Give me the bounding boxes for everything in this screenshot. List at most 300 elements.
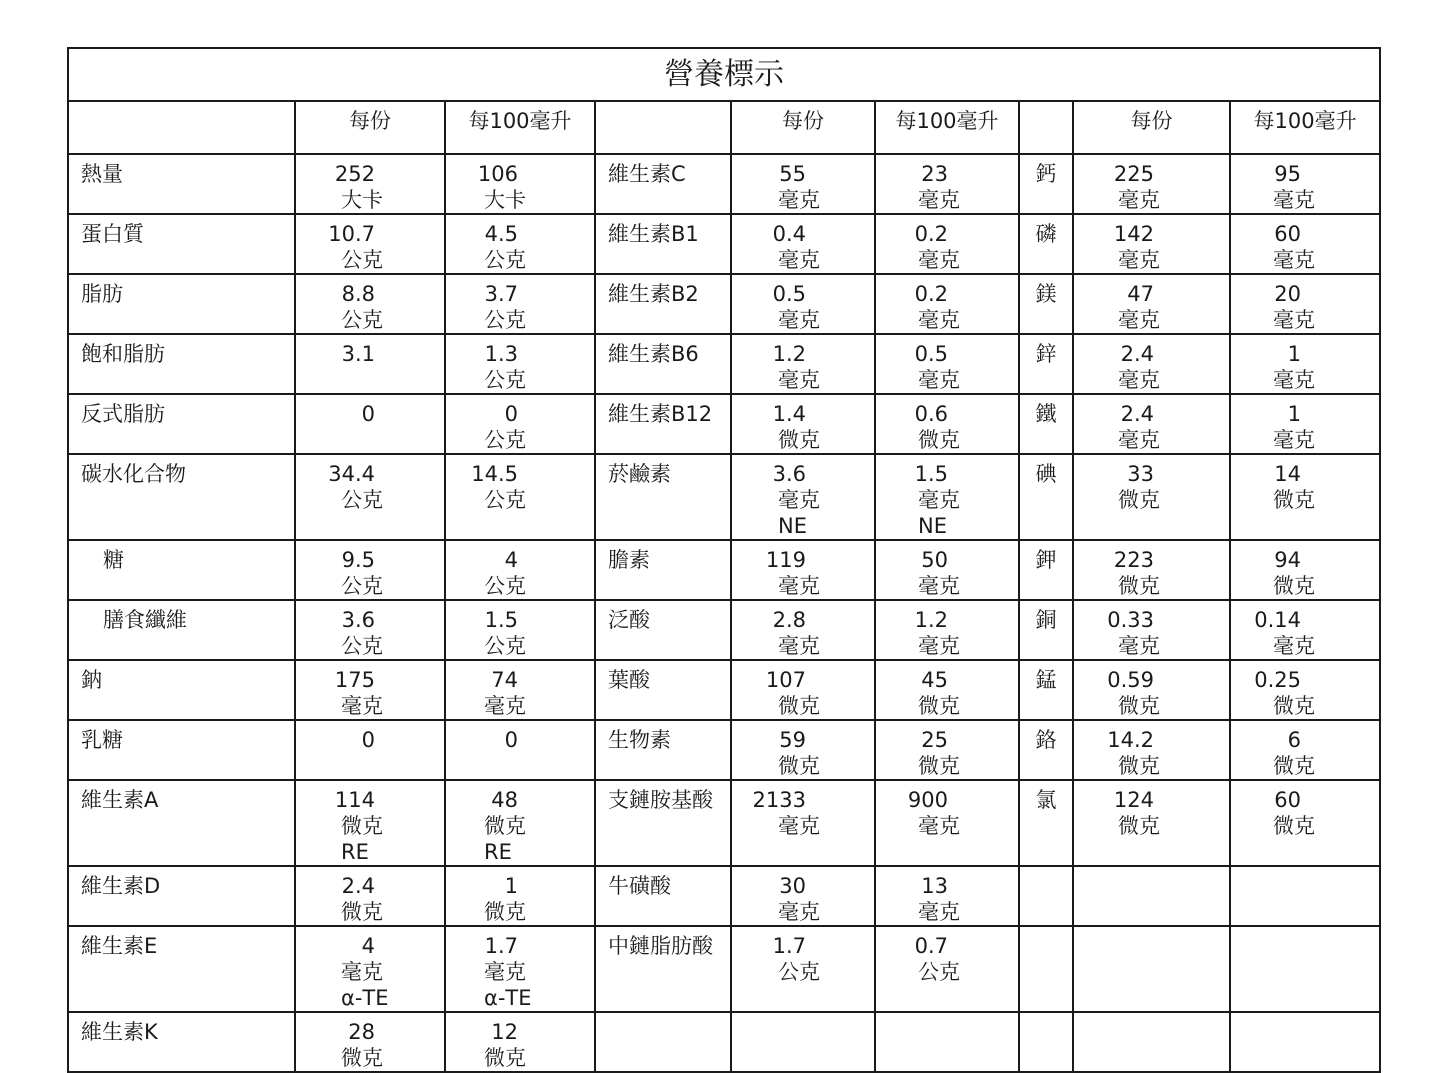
nutrient-name: 蛋白質 — [68, 214, 295, 274]
vitamin-per-100ml-value: 900 — [907, 788, 948, 812]
nutrient-per-serving-unit: 公克 — [341, 488, 383, 512]
title-row — [68, 48, 1380, 101]
mineral-name: 鈣 — [1019, 154, 1073, 214]
nutrient-per-100ml-unit: 微克 — [484, 900, 526, 924]
vitamin-name: 牛磺酸 — [595, 866, 731, 926]
vitamin-per-100ml — [875, 780, 1019, 866]
nutrient-per-serving-value: 3.6 — [341, 608, 375, 632]
mineral-per-serving-value: 0.59 — [1107, 668, 1154, 692]
mineral-per-100ml-unit: 微克 — [1273, 574, 1315, 598]
nutrient-per-serving — [295, 660, 445, 720]
vitamin-per-serving-value: 1.4 — [772, 402, 806, 426]
mineral-per-100ml-value: 60 — [1274, 788, 1301, 812]
mineral-per-serving-value: 2.4 — [1120, 342, 1154, 366]
vitamin-name: 維生素B1 — [595, 214, 731, 274]
nutrient-per-100ml — [445, 720, 595, 780]
vitamin-per-100ml — [875, 600, 1019, 660]
nutrient-per-100ml-unit: 公克 — [484, 308, 526, 332]
vitamin-per-100ml-value: 25 — [921, 728, 948, 752]
vitamin-per-serving — [731, 866, 875, 926]
table-row — [68, 600, 1380, 660]
mineral-per-100ml — [1230, 454, 1380, 540]
vitamin-per-serving — [731, 926, 875, 1012]
nutrition-facts-table — [67, 47, 1381, 1073]
mineral-per-100ml — [1230, 274, 1380, 334]
vitamin-per-serving-unit: 毫克 — [778, 248, 820, 272]
nutrient-per-serving-unit: 公克 — [341, 574, 383, 598]
vitamin-per-serving-unit: 毫克 — [778, 814, 820, 838]
nutrient-per-100ml — [445, 600, 595, 660]
nutrient-per-serving — [295, 1012, 445, 1072]
nutrient-per-serving-unit: 微克 — [341, 1046, 383, 1070]
nutrient-per-serving — [295, 780, 445, 866]
mineral-per-serving-value: 47 — [1127, 282, 1154, 306]
vitamin-per-serving-unit: 公克 — [778, 960, 820, 984]
mineral-per-serving-unit: 微克 — [1118, 754, 1160, 778]
nutrient-per-serving-unit: 公克 — [341, 634, 383, 658]
nutrient-per-serving — [295, 926, 445, 1012]
vitamin-per-100ml — [875, 540, 1019, 600]
nutrient-per-serving-unit: 大卡 — [341, 188, 383, 212]
mineral-per-serving — [1073, 274, 1230, 334]
nutrient-per-100ml-value: 106 — [477, 162, 518, 186]
nutrient-per-serving — [295, 454, 445, 540]
nutrient-per-100ml — [445, 866, 595, 926]
vitamin-per-serving-value: 1.2 — [772, 342, 806, 366]
vitamin-per-serving-value: 55 — [779, 162, 806, 186]
vitamin-per-100ml — [875, 454, 1019, 540]
table-row — [68, 454, 1380, 540]
table-row — [68, 154, 1380, 214]
nutrient-per-100ml-unit: 毫克 α-TE — [484, 960, 532, 1010]
mineral-per-serving-unit: 毫克 — [1118, 188, 1160, 212]
mineral-per-100ml-value: 1 — [1287, 402, 1301, 426]
nutrient-per-serving-value: 34.4 — [328, 462, 375, 486]
mineral-per-serving-value: 142 — [1113, 222, 1154, 246]
nutrient-per-100ml-unit: 公克 — [484, 428, 526, 452]
vitamin-per-100ml-value: 0.2 — [914, 222, 948, 246]
mineral-per-serving-unit: 毫克 — [1118, 428, 1160, 452]
nutrient-per-100ml-value: 48 — [491, 788, 518, 812]
mineral-per-serving — [1073, 154, 1230, 214]
vitamin-per-100ml-unit: 毫克 — [918, 814, 960, 838]
mineral-per-100ml-value: 94 — [1274, 548, 1301, 572]
mineral-per-serving-unit: 微克 — [1118, 488, 1160, 512]
vitamin-per-serving — [731, 780, 875, 866]
vitamin-per-100ml-value: 45 — [921, 668, 948, 692]
mineral-per-serving-value: 2.4 — [1120, 402, 1154, 426]
vitamin-per-100ml-value: 1.2 — [914, 608, 948, 632]
nutrient-per-serving-unit: 公克 — [341, 248, 383, 272]
nutrient-per-serving — [295, 394, 445, 454]
header-per-serving: 每份 — [731, 101, 875, 154]
vitamin-per-100ml-unit: 毫克 NE — [918, 488, 960, 538]
mineral-name: 鉀 — [1019, 540, 1073, 600]
vitamin-per-100ml-unit: 毫克 — [918, 188, 960, 212]
vitamin-per-100ml-value: 0.5 — [914, 342, 948, 366]
nutrient-name: 飽和脂肪 — [68, 334, 295, 394]
nutrient-per-100ml — [445, 214, 595, 274]
vitamin-name: 維生素B2 — [595, 274, 731, 334]
header-blank — [1019, 101, 1073, 154]
mineral-per-serving-value: 225 — [1113, 162, 1154, 186]
mineral-per-serving-unit: 微克 — [1118, 814, 1160, 838]
mineral-per-serving-unit: 毫克 — [1118, 634, 1160, 658]
nutrient-per-100ml — [445, 780, 595, 866]
nutrient-per-100ml-unit: 毫克 — [484, 694, 526, 718]
table-row — [68, 540, 1380, 600]
header-blank — [68, 101, 295, 154]
vitamin-per-100ml-value: 0.7 — [914, 934, 948, 958]
nutrient-per-serving — [295, 600, 445, 660]
nutrient-per-100ml — [445, 154, 595, 214]
mineral-per-100ml-value: 20 — [1274, 282, 1301, 306]
nutrient-per-100ml — [445, 394, 595, 454]
nutrient-name: 膳食纖維 — [68, 600, 295, 660]
vitamin-per-100ml-unit: 毫克 — [918, 368, 960, 392]
nutrient-name: 碳水化合物 — [68, 454, 295, 540]
mineral-per-serving-value: 14.2 — [1107, 728, 1154, 752]
nutrient-per-100ml-value: 1 — [504, 874, 518, 898]
vitamin-per-serving-unit: 毫克 NE — [778, 488, 820, 538]
vitamin-per-serving-unit: 毫克 — [778, 368, 820, 392]
nutrient-per-serving-value: 175 — [334, 668, 375, 692]
vitamin-per-serving — [731, 454, 875, 540]
mineral-name: 錳 — [1019, 660, 1073, 720]
mineral-per-100ml — [1230, 866, 1380, 926]
table-row — [68, 214, 1380, 274]
nutrient-name: 糖 — [68, 540, 295, 600]
vitamin-per-serving — [731, 600, 875, 660]
nutrient-per-serving — [295, 866, 445, 926]
nutrient-per-serving-value: 28 — [348, 1020, 375, 1044]
vitamin-per-serving-value: 3.6 — [772, 462, 806, 486]
mineral-per-100ml-unit: 微克 — [1273, 694, 1315, 718]
mineral-per-serving-unit: 毫克 — [1118, 248, 1160, 272]
vitamin-per-100ml — [875, 1012, 1019, 1072]
vitamin-per-100ml-value: 50 — [921, 548, 948, 572]
mineral-per-serving — [1073, 600, 1230, 660]
mineral-name — [1019, 1012, 1073, 1072]
mineral-name: 碘 — [1019, 454, 1073, 540]
nutrient-per-100ml-unit: 公克 — [484, 368, 526, 392]
vitamin-per-100ml — [875, 720, 1019, 780]
mineral-per-100ml-value: 0.25 — [1254, 668, 1301, 692]
mineral-per-100ml-value: 1 — [1287, 342, 1301, 366]
mineral-per-serving — [1073, 660, 1230, 720]
mineral-per-100ml — [1230, 600, 1380, 660]
mineral-per-100ml — [1230, 780, 1380, 866]
table-row — [68, 866, 1380, 926]
mineral-name: 鐵 — [1019, 394, 1073, 454]
nutrient-per-100ml-value: 1.7 — [484, 934, 518, 958]
mineral-per-100ml — [1230, 1012, 1380, 1072]
mineral-per-100ml-unit: 毫克 — [1273, 188, 1315, 212]
mineral-name: 磷 — [1019, 214, 1073, 274]
vitamin-per-100ml — [875, 154, 1019, 214]
mineral-per-100ml-unit: 微克 — [1273, 754, 1315, 778]
mineral-per-serving-unit: 微克 — [1118, 694, 1160, 718]
vitamin-per-serving-unit: 微克 — [778, 428, 820, 452]
vitamin-per-100ml-value: 13 — [921, 874, 948, 898]
mineral-per-100ml-unit: 毫克 — [1273, 428, 1315, 452]
vitamin-per-100ml-value: 1.5 — [914, 462, 948, 486]
vitamin-per-serving-unit: 毫克 — [778, 900, 820, 924]
mineral-per-100ml — [1230, 926, 1380, 1012]
vitamin-per-serving — [731, 540, 875, 600]
mineral-per-100ml-value: 6 — [1287, 728, 1301, 752]
nutrient-per-100ml — [445, 334, 595, 394]
table-row — [68, 780, 1380, 866]
table-row — [68, 926, 1380, 1012]
mineral-name — [1019, 866, 1073, 926]
vitamin-name: 支鏈胺基酸 — [595, 780, 731, 866]
vitamin-per-100ml-unit: 毫克 — [918, 634, 960, 658]
vitamin-per-serving-value: 0.5 — [772, 282, 806, 306]
nutrient-per-100ml-value: 0 — [504, 728, 518, 752]
mineral-per-100ml-value: 0.14 — [1254, 608, 1301, 632]
mineral-per-100ml — [1230, 540, 1380, 600]
nutrient-per-serving — [295, 334, 445, 394]
vitamin-per-100ml-unit: 公克 — [918, 960, 960, 984]
vitamin-per-100ml-unit: 微克 — [918, 754, 960, 778]
nutrient-per-100ml-value: 12 — [491, 1020, 518, 1044]
vitamin-name: 維生素B6 — [595, 334, 731, 394]
mineral-per-100ml — [1230, 660, 1380, 720]
mineral-per-serving — [1073, 214, 1230, 274]
nutrient-per-serving-value: 252 — [334, 162, 375, 186]
table-row — [68, 660, 1380, 720]
nutrient-per-serving-value: 0 — [361, 402, 375, 426]
vitamin-per-serving-unit: 微克 — [778, 754, 820, 778]
vitamin-per-serving-value: 0.4 — [772, 222, 806, 246]
mineral-per-serving-value: 33 — [1127, 462, 1154, 486]
nutrient-per-serving — [295, 274, 445, 334]
nutrient-per-100ml-unit: 微克 RE — [484, 814, 526, 864]
vitamin-per-serving-value: 2133 — [752, 788, 806, 812]
vitamin-per-100ml — [875, 866, 1019, 926]
vitamin-per-serving — [731, 394, 875, 454]
vitamin-per-100ml — [875, 274, 1019, 334]
nutrient-per-serving-value: 4 — [361, 934, 375, 958]
vitamin-per-serving — [731, 660, 875, 720]
vitamin-per-serving-unit: 毫克 — [778, 574, 820, 598]
vitamin-per-serving — [731, 1012, 875, 1072]
nutrient-per-100ml-unit: 公克 — [484, 634, 526, 658]
nutrient-per-serving-value: 114 — [334, 788, 375, 812]
mineral-name: 鉻 — [1019, 720, 1073, 780]
vitamin-per-serving — [731, 720, 875, 780]
nutrient-per-serving — [295, 154, 445, 214]
nutrient-per-100ml — [445, 660, 595, 720]
nutrient-name: 乳糖 — [68, 720, 295, 780]
header-per-100ml: 每100毫升 — [1230, 101, 1380, 154]
table-row — [68, 1012, 1380, 1072]
table-row — [68, 274, 1380, 334]
nutrient-per-100ml — [445, 274, 595, 334]
mineral-per-serving — [1073, 780, 1230, 866]
mineral-per-serving-value: 124 — [1113, 788, 1154, 812]
nutrient-per-100ml-unit: 微克 — [484, 1046, 526, 1070]
mineral-per-100ml — [1230, 720, 1380, 780]
table-row — [68, 334, 1380, 394]
vitamin-per-100ml-unit: 毫克 — [918, 574, 960, 598]
nutrient-name: 維生素K — [68, 1012, 295, 1072]
header-per-100ml: 每100毫升 — [445, 101, 595, 154]
mineral-per-100ml-unit: 毫克 — [1273, 248, 1315, 272]
vitamin-per-serving-value: 1.7 — [772, 934, 806, 958]
vitamin-name: 中鏈脂肪酸 — [595, 926, 731, 1012]
nutrient-per-100ml-value: 1.3 — [484, 342, 518, 366]
vitamin-per-100ml — [875, 334, 1019, 394]
mineral-per-serving-value: 0.33 — [1107, 608, 1154, 632]
nutrient-per-serving-value: 0 — [361, 728, 375, 752]
header-per-serving: 每份 — [295, 101, 445, 154]
mineral-name: 鎂 — [1019, 274, 1073, 334]
nutrient-per-100ml-value: 1.5 — [484, 608, 518, 632]
mineral-per-serving — [1073, 866, 1230, 926]
header-row — [68, 101, 1380, 154]
vitamin-per-100ml-unit: 毫克 — [918, 248, 960, 272]
table-row — [68, 720, 1380, 780]
vitamin-per-serving — [731, 334, 875, 394]
vitamin-per-serving-unit: 毫克 — [778, 308, 820, 332]
nutrient-per-100ml-unit: 大卡 — [484, 188, 526, 212]
nutrient-per-100ml — [445, 926, 595, 1012]
mineral-per-serving — [1073, 540, 1230, 600]
nutrient-per-serving-value: 3.1 — [341, 342, 375, 366]
vitamin-per-100ml-unit: 微克 — [918, 428, 960, 452]
nutrient-per-serving-unit: 毫克 — [341, 694, 383, 718]
mineral-name: 氯 — [1019, 780, 1073, 866]
vitamin-per-100ml — [875, 926, 1019, 1012]
mineral-per-100ml-value: 14 — [1274, 462, 1301, 486]
mineral-per-100ml — [1230, 334, 1380, 394]
vitamin-per-100ml-value: 0.6 — [914, 402, 948, 426]
vitamin-per-100ml-value: 23 — [921, 162, 948, 186]
vitamin-per-100ml — [875, 394, 1019, 454]
vitamin-name: 泛酸 — [595, 600, 731, 660]
mineral-per-100ml-unit: 微克 — [1273, 814, 1315, 838]
nutrient-per-serving — [295, 720, 445, 780]
mineral-per-serving-unit: 毫克 — [1118, 308, 1160, 332]
nutrient-per-100ml — [445, 454, 595, 540]
mineral-per-100ml-unit: 毫克 — [1273, 368, 1315, 392]
mineral-name — [1019, 926, 1073, 1012]
vitamin-name: 生物素 — [595, 720, 731, 780]
mineral-per-serving — [1073, 926, 1230, 1012]
nutrient-per-100ml-unit: 公克 — [484, 574, 526, 598]
mineral-per-100ml-value: 95 — [1274, 162, 1301, 186]
vitamin-per-serving-unit: 毫克 — [778, 634, 820, 658]
mineral-per-serving-unit: 微克 — [1118, 574, 1160, 598]
vitamin-per-100ml-unit: 毫克 — [918, 308, 960, 332]
nutrient-name: 熱量 — [68, 154, 295, 214]
mineral-per-serving — [1073, 394, 1230, 454]
vitamin-name — [595, 1012, 731, 1072]
nutrient-per-serving-value: 8.8 — [341, 282, 375, 306]
mineral-per-serving-unit: 毫克 — [1118, 368, 1160, 392]
nutrient-per-100ml-value: 74 — [491, 668, 518, 692]
nutrient-per-100ml-value: 4 — [504, 548, 518, 572]
header-blank — [595, 101, 731, 154]
mineral-per-100ml — [1230, 394, 1380, 454]
nutrient-per-serving — [295, 214, 445, 274]
vitamin-per-100ml-unit: 微克 — [918, 694, 960, 718]
nutrient-per-100ml-unit: 公克 — [484, 248, 526, 272]
table-title: 營養標示 — [68, 48, 1380, 101]
mineral-per-serving — [1073, 1012, 1230, 1072]
nutrient-per-serving-unit: 毫克 α-TE — [341, 960, 389, 1010]
vitamin-per-serving — [731, 214, 875, 274]
vitamin-name: 菸鹼素 — [595, 454, 731, 540]
mineral-per-100ml-unit: 微克 — [1273, 488, 1315, 512]
vitamin-per-serving-value: 107 — [765, 668, 806, 692]
vitamin-per-serving-value: 119 — [765, 548, 806, 572]
nutrient-per-serving-value: 9.5 — [341, 548, 375, 572]
vitamin-name: 膽素 — [595, 540, 731, 600]
nutrient-per-100ml-unit: 公克 — [484, 488, 526, 512]
mineral-per-serving — [1073, 454, 1230, 540]
nutrient-name: 脂肪 — [68, 274, 295, 334]
nutrient-per-serving-unit: 微克 — [341, 900, 383, 924]
nutrient-name: 維生素D — [68, 866, 295, 926]
mineral-name: 銅 — [1019, 600, 1073, 660]
vitamin-per-serving-value: 30 — [779, 874, 806, 898]
nutrient-per-100ml-value: 14.5 — [471, 462, 518, 486]
vitamin-per-serving-unit: 毫克 — [778, 188, 820, 212]
vitamin-per-100ml — [875, 214, 1019, 274]
nutrient-per-serving-unit: 公克 — [341, 308, 383, 332]
vitamin-per-serving-unit: 微克 — [778, 694, 820, 718]
nutrient-name: 維生素E — [68, 926, 295, 1012]
nutrient-per-100ml-value: 4.5 — [484, 222, 518, 246]
vitamin-name: 葉酸 — [595, 660, 731, 720]
nutrient-per-100ml-value: 0 — [504, 402, 518, 426]
header-per-serving: 每份 — [1073, 101, 1230, 154]
mineral-per-100ml-unit: 毫克 — [1273, 634, 1315, 658]
nutrient-name: 維生素A — [68, 780, 295, 866]
nutrient-name: 鈉 — [68, 660, 295, 720]
nutrient-per-serving-unit: 微克 RE — [341, 814, 383, 864]
nutrient-per-100ml-value: 3.7 — [484, 282, 518, 306]
vitamin-per-serving — [731, 154, 875, 214]
mineral-per-serving-value: 223 — [1113, 548, 1154, 572]
vitamin-per-serving-value: 2.8 — [772, 608, 806, 632]
mineral-per-100ml-value: 60 — [1274, 222, 1301, 246]
vitamin-per-serving — [731, 274, 875, 334]
vitamin-name: 維生素C — [595, 154, 731, 214]
mineral-per-100ml — [1230, 214, 1380, 274]
mineral-name: 鋅 — [1019, 334, 1073, 394]
mineral-per-serving — [1073, 334, 1230, 394]
vitamin-per-100ml — [875, 660, 1019, 720]
vitamin-per-100ml-value: 0.2 — [914, 282, 948, 306]
mineral-per-100ml-unit: 毫克 — [1273, 308, 1315, 332]
nutrient-per-100ml — [445, 540, 595, 600]
vitamin-per-100ml-unit: 毫克 — [918, 900, 960, 924]
vitamin-per-serving-value: 59 — [779, 728, 806, 752]
mineral-per-100ml — [1230, 154, 1380, 214]
vitamin-name: 維生素B12 — [595, 394, 731, 454]
nutrient-per-serving-value: 2.4 — [341, 874, 375, 898]
table-row — [68, 394, 1380, 454]
nutrient-name: 反式脂肪 — [68, 394, 295, 454]
nutrient-per-serving — [295, 540, 445, 600]
header-per-100ml: 每100毫升 — [875, 101, 1019, 154]
nutrient-per-serving-value: 10.7 — [328, 222, 375, 246]
nutrient-per-100ml — [445, 1012, 595, 1072]
